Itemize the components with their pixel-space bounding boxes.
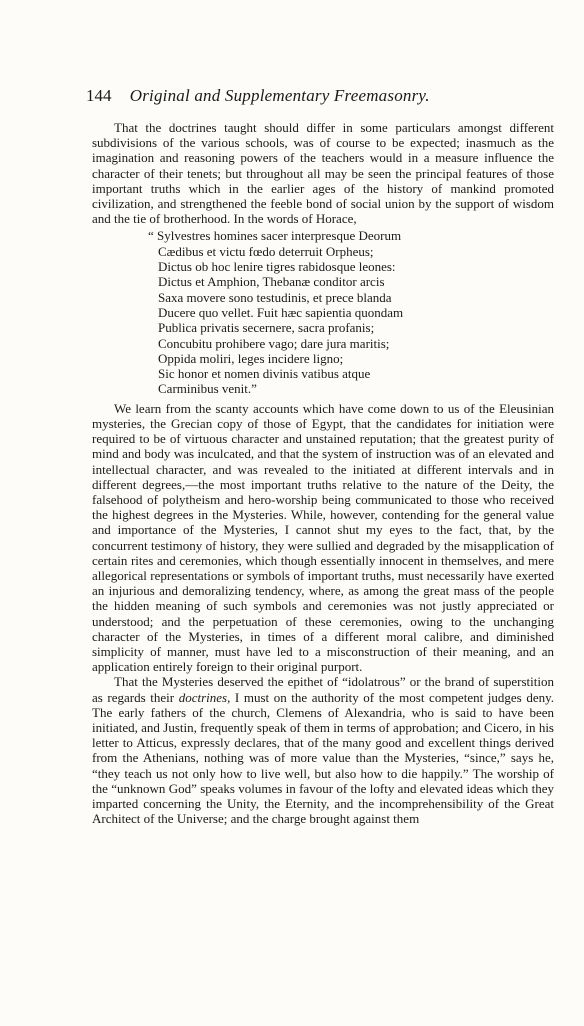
verse-line: Ducere quo vellet. Fuit hæc sapientia quondam: [158, 304, 404, 320]
verse-line: Dictus et Amphion, Thebanæ conditor arcis: [158, 274, 385, 290]
paragraph-eleusinian: We learn from the scanty accounts which have come down to us of the Eleusinian mysteries, the Grecian copy of those of Egypt, that the candidates for initiation were required to be of virtuous character and unstained reputation; that the greatest purity of mind and body was inculcated, and that the system of instruction was of an elevated and intellectual character, and was revealed to the initiated at different intervals and in different degrees,—the most important truths relative to the nature of the Deity, the falsehood of polytheism and hero-worship being communicated to those who received the highest degrees in the Mysteries. While, however, contending for the general value and importance of the Mysteries, I cannot shut my eyes to the fact, that, by the concurrent testimony of history, they were sullied and degraded by the misapplication of certain rites and ceremonies, which though essentially innocent in themselves, and mere allegorical representations or symbols of important truths, must necessarily have exerted an injurious and demoralizing tendency, where, as among the great mass of the people the hidden meaning of such symbols and ceremonies was not justly appreciated or understood; and the perpetuation of these ceremonies, owing to the unchanging character of the Mysteries, in times of a different moral calibre, and diminished simplicity of manner, must have led to a misconstruction of their meaning, and an application entirely foreign to their original purport.: [92, 400, 554, 675]
verse-line: Oppida moliri, leges incidere ligno;: [158, 350, 344, 366]
italic-emphasis: doctrines,: [178, 689, 231, 705]
paragraph-idolatry: [92, 674, 554, 826]
verse-line: Publica privatis secernere, sacra profanis;: [158, 320, 375, 336]
horace-quotation: [148, 228, 554, 397]
page-number: 144: [86, 86, 112, 105]
paragraph-intro: That the doctrines taught should differ in some particulars amongst different subdivisions of the various schools, was of course to be expected; inasmuch as the imagination and reasoning powers of the teachers would in a measure influence the character of their tenets; but throughout all may be seen the principal features of those important truths which in the earlier ages of the history of mankind promoted civilization, and strengthened the feeble bond of social union by the support of wisdom and the tie of brotherhood. In the words of Horace,: [92, 120, 554, 227]
paragraph-text: I must on the authority of the most competent judges deny. The early fathers of the church, Clemens of Alexandria, who is said to have been initiated, and Justin, frequently speak of them in terms of approbation; and Cicero, in his letter to Atticus, expressly declares, that of the many good and excellent things derived from the Athenians, nothing was of more value than the Mysteries, “since,” says he, “they teach us not only how to live well, but also how to die happily.” The worship of the “unknown God” speaks volumes in favour of the lofty and elevated ideas which they imparted concerning the Unity, the Eternity, and the incomprehensibility of the Great Architect of the Universe; and the charge brought against them: [92, 689, 554, 827]
verse-line: Dictus ob hoc lenire tigres rabidosque leones:: [158, 259, 396, 275]
verse-line: “ Sylvestres homines sacer interpresque Deorum: [148, 228, 402, 244]
running-title: Original and Supplementary Freemasonry.: [129, 86, 430, 105]
paragraph-text: That the Mysteries deserved the epithet of “idolatrous” or the brand of superstition as regards their: [92, 674, 554, 705]
verse-line: Sic honor et nomen divinis vatibus atque: [158, 366, 371, 382]
verse-line: Concubitu prohibere vago; dare jura maritis;: [158, 335, 390, 351]
verse-line: Carminibus venit.”: [158, 381, 257, 397]
page-body: [92, 120, 554, 826]
page-header: [86, 84, 526, 108]
verse-line: Saxa movere sono testudinis, et prece blanda: [158, 289, 392, 305]
verse-line: Cædibus et victu fœdo deterruit Orpheus;: [158, 243, 374, 259]
